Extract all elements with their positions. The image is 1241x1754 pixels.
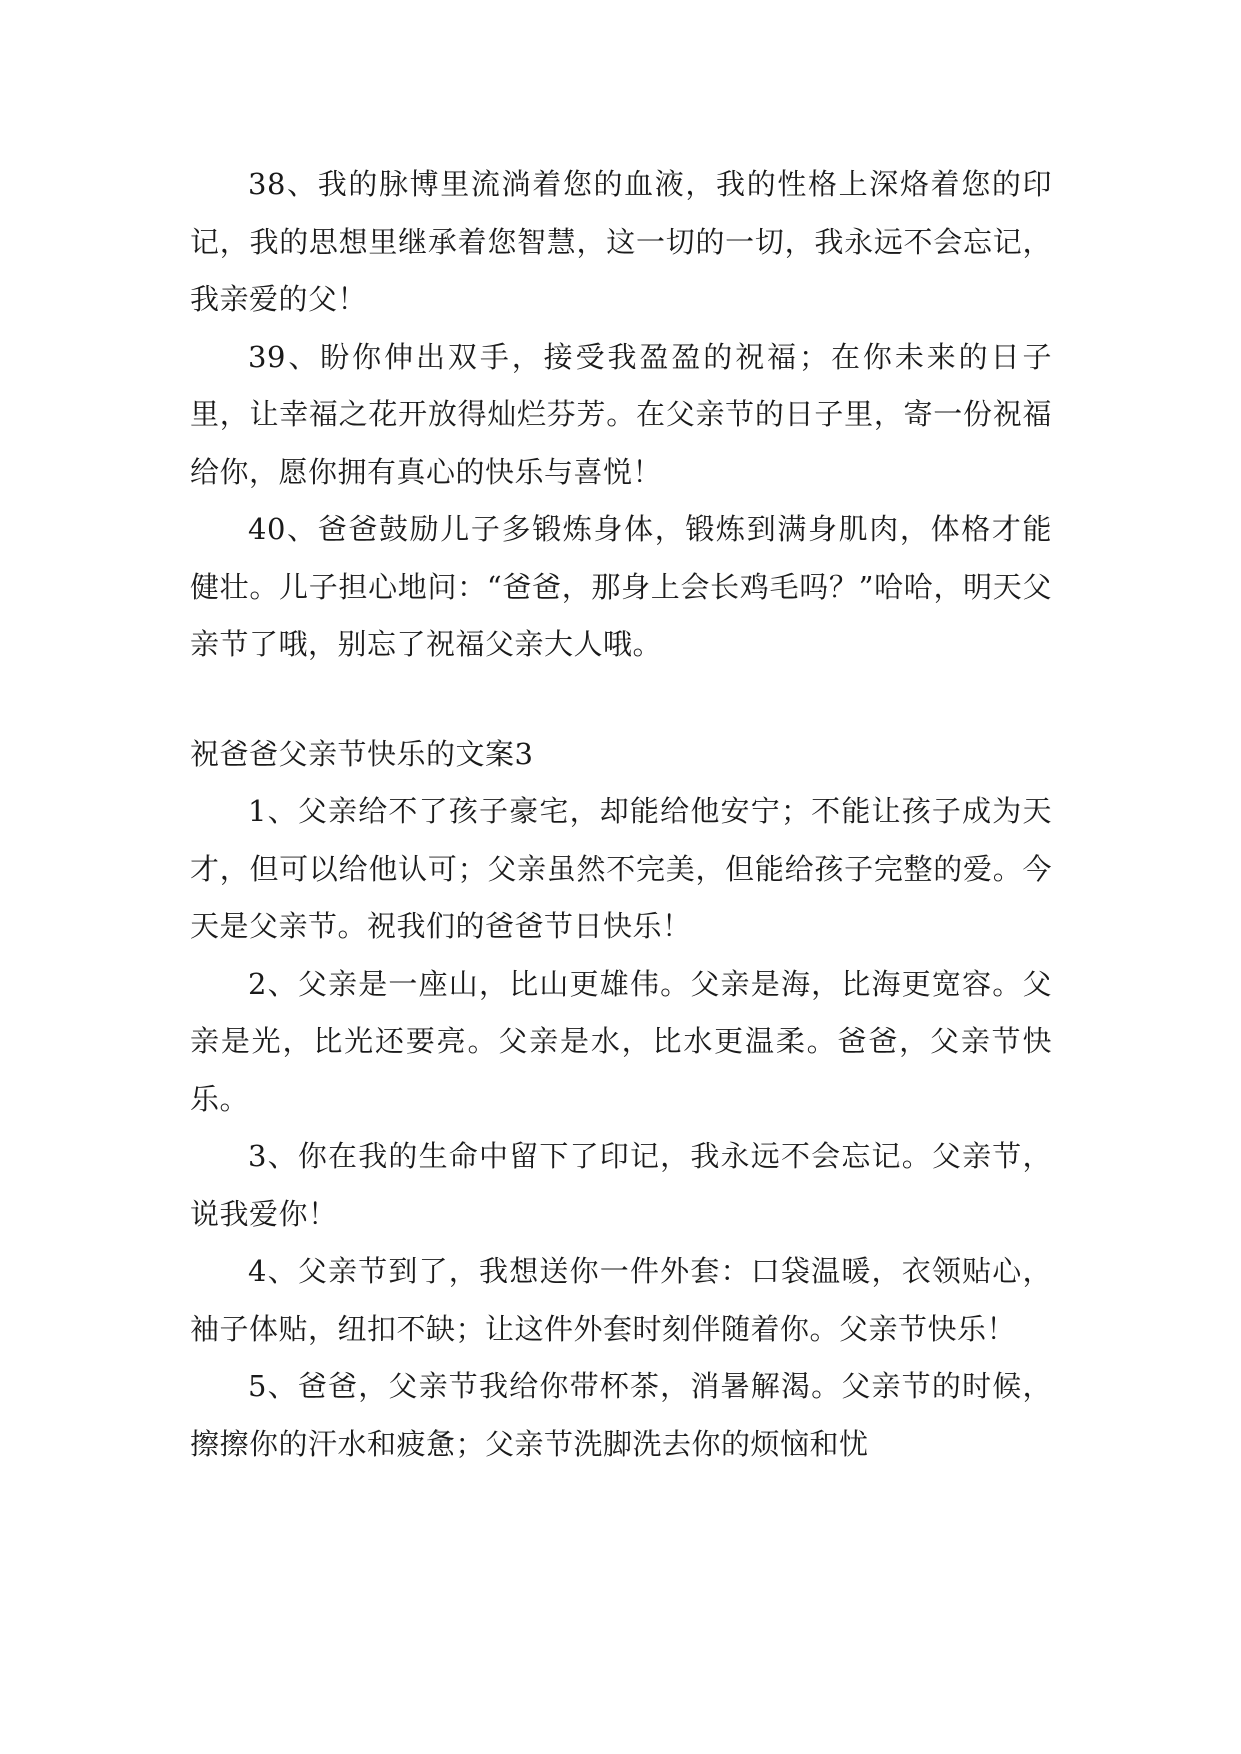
paragraph-5: 5、爸爸，父亲节我给你带杯茶，消暑解渴。父亲节的时候，擦擦你的汗水和疲惫；父亲节洗脚洗去你的烦恼和忧 [190,1369,1052,1461]
paragraph-4: 4、父亲节到了，我想送你一件外套：口袋温暖，衣领贴心，袖子体贴，纽扣不缺；让这件外套时刻伴随着你。父亲节快乐！ [190,1254,1052,1346]
paragraph-3: 3、你在我的生命中留下了印记，我永远不会忘记。父亲节，说我爱你！ [190,1139,1052,1231]
paragraph-40: 40、爸爸鼓励儿子多锻炼身体，锻炼到满身肌肉，体格才能健壮。儿子担心地问：“爸爸，那身上会长鸡毛吗？”哈哈，明天父亲节了哦，别忘了祝福父亲大人哦。 [190,512,1052,661]
section-heading: 祝爸爸父亲节快乐的文案3 [190,736,534,771]
paragraph-38: 38、我的脉博里流淌着您的血液，我的性格上深烙着您的印记，我的思想里继承着您智慧，这一切的一切，我永远不会忘记，我亲爱的父！ [190,167,1052,316]
paragraph-2: 2、父亲是一座山，比山更雄伟。父亲是海，比海更宽容。父亲是光，比光还要亮。父亲是水，比水更温柔。爸爸，父亲节快乐。 [190,966,1052,1116]
section-spacer [190,674,1052,726]
paragraph-1: 1、父亲给不了孩子豪宅，却能给他安宁；不能让孩子成为天才，但可以给他认可；父亲虽然不完美，但能给孩子完整的爱。今天是父亲节。祝我们的爸爸节日快乐！ [190,794,1052,943]
document-page [190,156,1052,1473]
paragraph-39: 39、盼你伸出双手，接受我盈盈的祝福；在你未来的日子里，让幸福之花开放得灿烂芬芳。在父亲节的日子里，寄一份祝福给你，愿你拥有真心的快乐与喜悦！ [190,339,1052,489]
